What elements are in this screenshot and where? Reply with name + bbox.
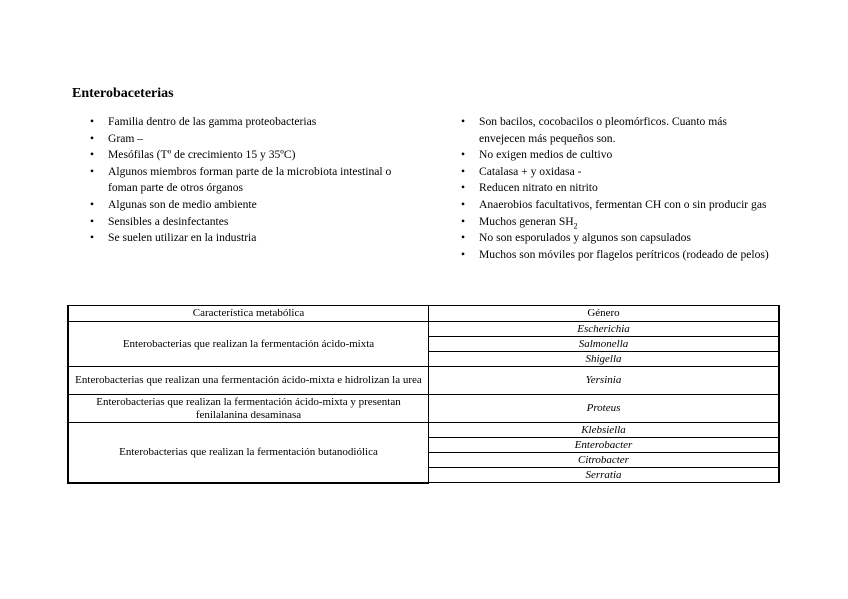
characteristic-cell: Enterobacterias que realizan la fermentación butanodiólica (68, 423, 429, 483)
list-item: • Algunos miembros forman parte de la microbiota intestinal o foman parte de otros órganos (90, 164, 420, 197)
header-genus: Género (429, 306, 780, 322)
genus-cell: Salmonella (429, 337, 780, 352)
list-item: • Algunas son de medio ambiente (90, 197, 420, 214)
list-item: • Mesófilas (Tº de crecimiento 15 y 35ºC) (90, 147, 420, 164)
header-characteristic: Característica metabólica (68, 306, 429, 322)
list-item: • Catalasa + y oxidasa - (461, 164, 771, 181)
characteristic-cell: Enterobacterias que realizan la fermentación ácido-mixta y presentan fenilalanina desaminasa (68, 395, 429, 423)
list-item: • Anaerobios facultativos, fermentan CH con o sin producir gas (461, 197, 771, 214)
list-item: • No son esporulados y algunos son capsulados (461, 230, 771, 247)
sh-text: Muchos generan SH (479, 214, 574, 228)
genus-cell: Citrobacter (429, 453, 780, 468)
list-item: • No exigen medios de cultivo (461, 147, 771, 164)
list-item: • Son bacilos, cocobacilos o pleomórficos. Cuanto más envejecen más pequeños son. (461, 114, 771, 147)
genus-cell: Klebsiella (429, 423, 780, 438)
list-item: • Familia dentro de las gamma proteobacterias (90, 114, 420, 131)
table-row (68, 423, 779, 438)
metabolic-table (67, 305, 780, 484)
genus-cell: Yersinia (429, 367, 780, 395)
right-bullet-list (461, 114, 771, 263)
genus-cell: Enterobacter (429, 438, 780, 453)
sh-subscript: 2 (573, 220, 578, 230)
characteristic-cell: Enterobacterias que realizan la fermentación ácido-mixta (68, 322, 429, 367)
left-bullet-list (90, 114, 420, 247)
table-row (68, 395, 779, 423)
genus-cell: Escherichia (429, 322, 780, 337)
list-item: • Reducen nitrato en nitrito (461, 180, 771, 197)
list-item: • Muchos son móviles por flagelos perítricos (rodeado de pelos) (461, 247, 771, 264)
characteristic-cell: Enterobacterias que realizan una fermentación ácido-mixta e hidrolizan la urea (68, 367, 429, 395)
table-row (68, 367, 779, 395)
table-row (68, 322, 779, 337)
genus-cell: Serratia (429, 468, 780, 483)
page-title: Enterobaceterias (72, 86, 174, 101)
list-item: • Se suelen utilizar en la industria (90, 230, 420, 247)
list-item: • Gram – (90, 131, 420, 148)
list-item-sh (461, 214, 771, 231)
list-item: • Sensibles a desinfectantes (90, 214, 420, 231)
genus-cell: Shigella (429, 352, 780, 367)
genus-cell: Proteus (429, 395, 780, 423)
table-header-row (68, 306, 779, 322)
